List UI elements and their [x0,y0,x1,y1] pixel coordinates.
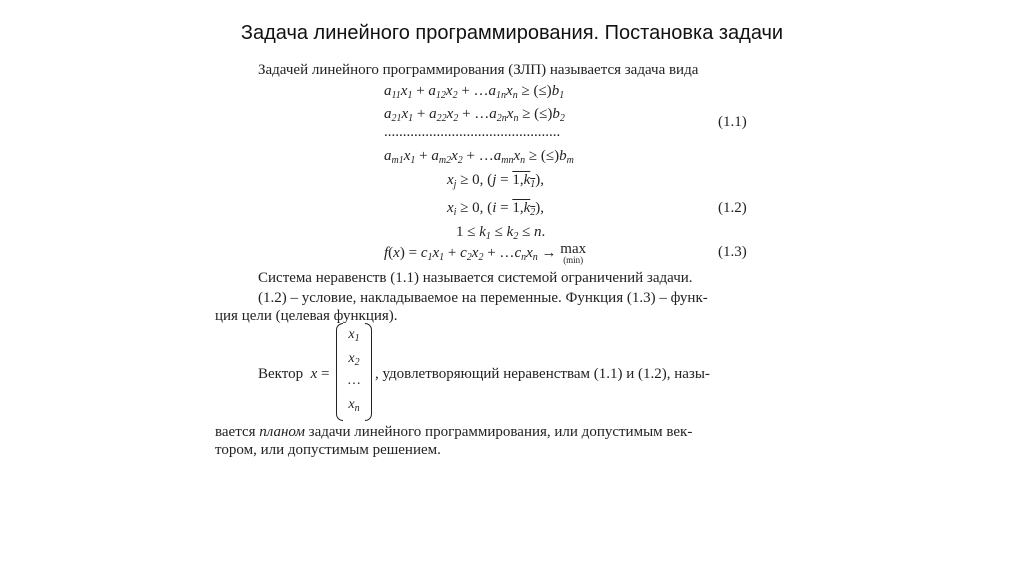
max-label: max [560,241,587,257]
equation-number-1-3: (1.3) [718,244,747,260]
vector-matrix [336,323,372,421]
slide-title: Задача линейного программирования. Постановка задачи [240,22,784,44]
condition-k-bounds: $1 \le k_1 \le k_2 \le n$. [456,224,546,242]
paragraph-conditions-line2: ция цели (целевая функция). [215,308,398,324]
paragraph-constraints: Система неравенств (1.1) называется системой ограничений задачи. [258,270,693,286]
vector-prefix: Вектор x = [258,366,330,382]
vector-entry-x2: $x_2$ [348,351,360,368]
min-label: (min) [563,255,584,265]
vector-entry-dots: … [347,373,361,388]
condition-xi: $x_i \ge 0$, $(i = 1,k_2)$, [447,200,544,218]
condition-xj: $x_j \ge 0$, $(j = 1,k_1)$, [447,172,544,190]
intro-text: Задачей линейного программирования (ЗЛП) называется задача вида [258,62,699,78]
constraint-row-m: $a_{m1}x_1 + a_{m2}x_2$ + $\dots a_{mn}x_n \ge (\le)b_m$ [384,148,574,166]
constraint-row-2: $a_{21}x_1 + a_{22}x_2$ + $\dots a_{2n}x_n \ge (\le)b_2$ [384,106,565,124]
paragraph-conditions-line1: (1.2) – условие, накладываемое на переменные. Функция (1.3) – функ- [258,290,708,306]
vector-suffix: , удовлетворяющий неравенствам (1.1) и (1.2), назы- [375,366,710,382]
separator-dots: ............................................... [384,124,561,140]
equation-number-1-1: (1.1) [718,114,747,130]
paragraph-solution: тором, или допустимым решением. [215,442,441,458]
vector-entry-x1: $x_1$ [348,327,360,344]
constraint-row-1: $a_{11}x_1 + a_{12}x_2$ + $\dots a_{1n}x_n \ge (\le)b_1$ [384,83,565,101]
paragraph-plan: вается планом задачи линейного программирования, или допустимым век- [215,424,693,440]
objective-function: $f(x) = c_1x_1 + c_2x_2$ + $\dots c_nx_n$ → max (min) [384,241,587,265]
plan-term: планом [259,424,305,440]
equation-number-1-2: (1.2) [718,200,747,216]
vector-entry-xn: $x_n$ [348,397,360,414]
